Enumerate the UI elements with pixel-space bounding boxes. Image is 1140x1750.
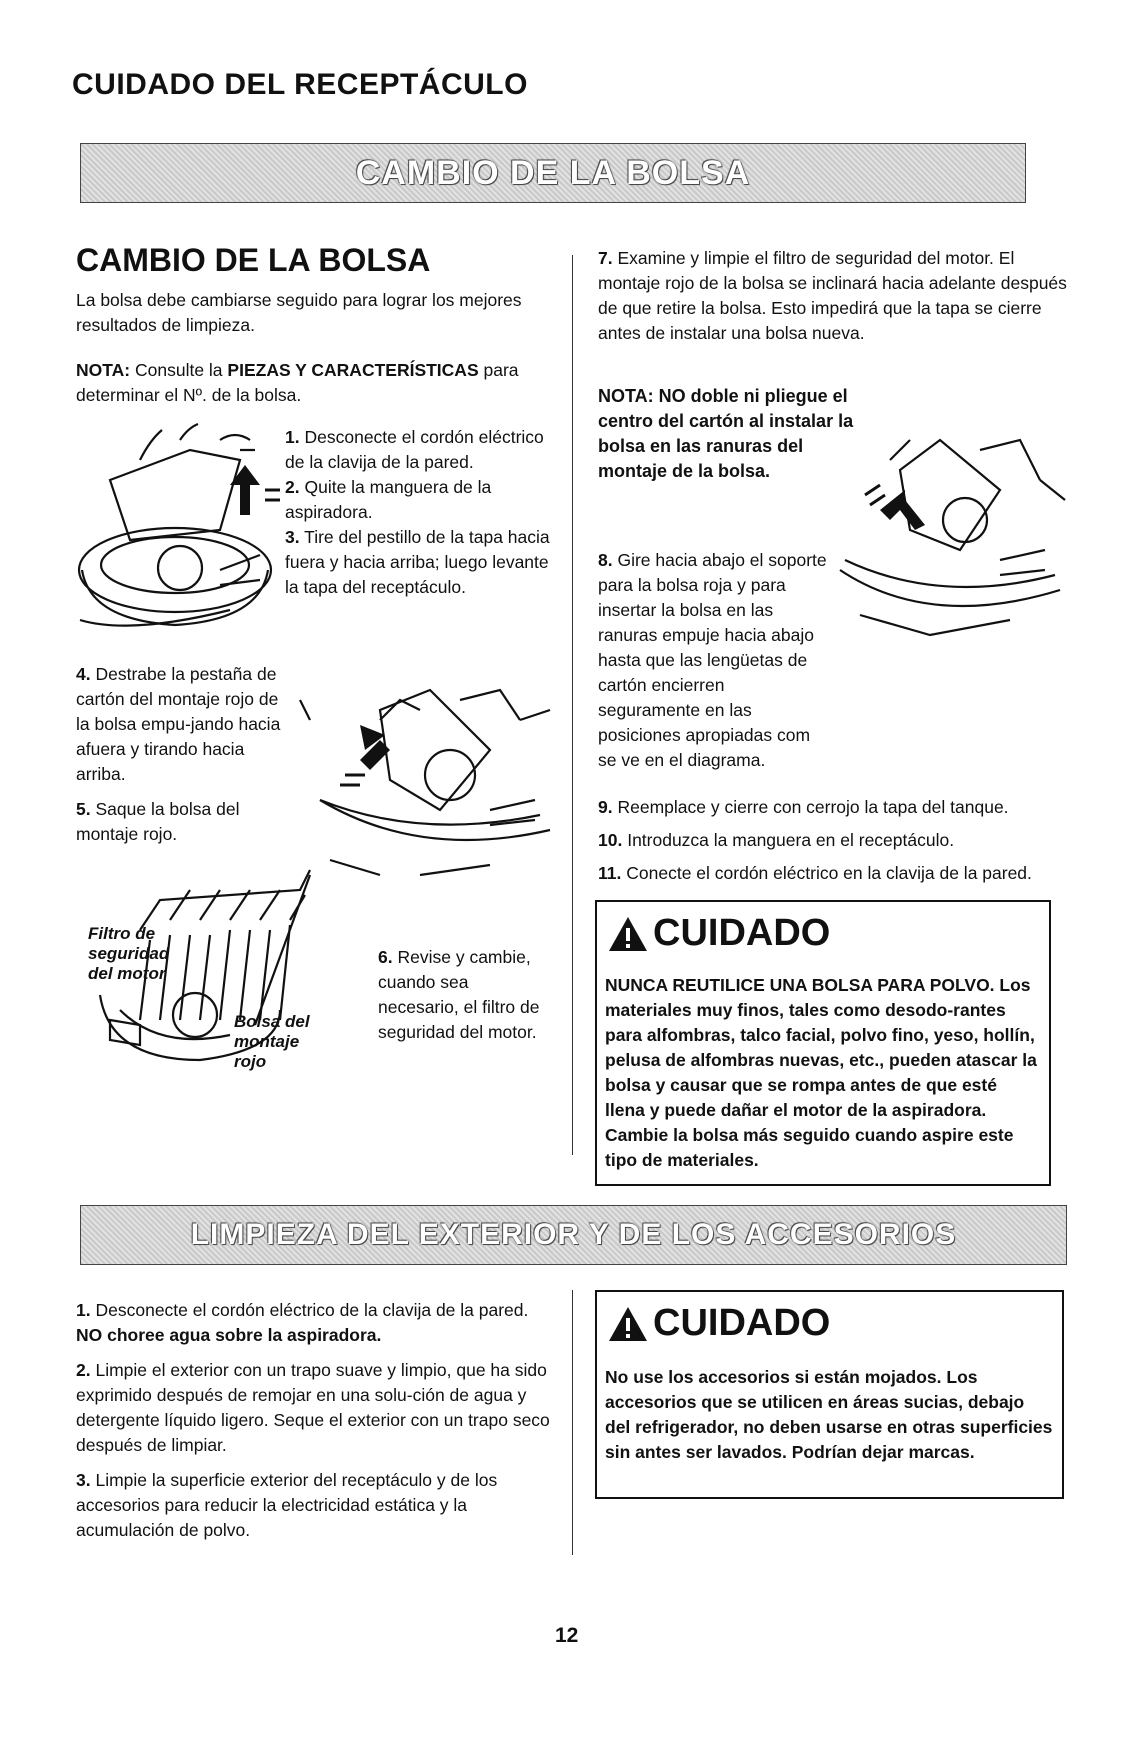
step-11: 11. Conecte el cordón eléctrico en la clavija de la pared. xyxy=(598,863,1032,883)
band-title: CAMBIO DE LA BOLSA xyxy=(355,153,751,192)
caution-box-2 xyxy=(595,1290,1064,1499)
caution-title: CUIDADO xyxy=(607,912,1049,955)
clean-step-3: 3. Limpie la superficie exterior del receptáculo y de los accesorios para reducir la electricidad estática y la acumulación de polvo. xyxy=(76,1470,498,1540)
step-6: 6. Revise y cambie, cuando sea necesario, el filtro de seguridad del motor. xyxy=(378,947,540,1042)
section-band-bag xyxy=(80,143,1026,203)
bag-label: Bolsa del montaje rojo xyxy=(234,1012,310,1071)
band-title: LIMPIEZA DEL EXTERIOR Y DE LOS ACCESORIOS xyxy=(190,1218,957,1251)
clean-step-1: 1. Desconecte el cordón eléctrico de la clavija de la pared. NO choree agua sobre la aspiradora. xyxy=(76,1300,529,1345)
steps-9-11 xyxy=(598,795,1073,886)
clean-step-2: 2. Limpie el exterior con un trapo suave y limpio, que ha sido exprimido después de remojar en una solu-ción de agua y detergente líquido ligero. Seque el exterior con un trapo seco después de limpiar. xyxy=(76,1360,550,1455)
nota1-post: para determinar el Nº. de la bolsa. xyxy=(76,360,519,405)
step-8: 8. Gire hacia abajo el soporte para la bolsa roja y para insertar la bolsa en las ranuras empuje hacia abajo hasta que las lengüetas de cartón encierren seguramente en las posiciones apropiadas com se ve en el diagrama. xyxy=(598,550,827,770)
step-2: 2. Quite la manguera de la aspiradora. xyxy=(285,477,492,522)
nota1-pre: Consulte la xyxy=(134,360,223,380)
page-title: CUIDADO DEL RECEPTÁCULO xyxy=(72,68,528,101)
caution-title: CUIDADO xyxy=(607,1302,1062,1345)
bag-remove-diagram xyxy=(290,680,560,880)
step-1: 1. Desconecte el cordón eléctrico de la clavija de la pared. xyxy=(285,427,544,472)
step-5: 5. Saque la bolsa del montaje rojo. xyxy=(76,799,240,844)
step-7: 7. Examine y limpie el filtro de seguridad del motor. El montaje rojo de la bolsa se inclinará hacia adelante después de que retire la bolsa. Esto impedirá que la tapa se cierre antes de instalar una bolsa nueva. xyxy=(598,248,1067,343)
step-10: 10. Introduzca la manguera en el receptáculo. xyxy=(598,830,955,850)
step-9: 9. Reemplace y cierre con cerrojo la tapa del tanque. xyxy=(598,797,1009,817)
warning-icon xyxy=(607,1305,649,1343)
intro-text: La bolsa debe cambiarse seguido para lograr los mejores resultados de limpieza. xyxy=(76,290,522,335)
warning-icon xyxy=(607,915,649,953)
caution-text: No use los accesorios si están mojados. Los accesorios que se utilicen en áreas sucias, debajo del refrigerador, no deben usarse en otras superficies sin antes ser lavados. Podrían dejar marcas. xyxy=(605,1367,1053,1462)
nota1 xyxy=(76,358,556,408)
page-number: 12 xyxy=(555,1624,579,1647)
steps-4-5 xyxy=(76,662,281,847)
nota1-label: NOTA: xyxy=(76,360,131,380)
cleaning-steps xyxy=(76,1298,556,1543)
steps-1-3 xyxy=(285,425,550,600)
caution-text: NUNCA REUTILICE UNA BOLSA PARA POLVO. Los materiales muy finos, tales como desodo-rantes para alfombras, talco facial, polvo fino, yeso, hollín, pelusa de alfombras nuevas, etc., pueden atascar la bolsa y causar que se rompa antes de que esté llena y puede dañar el motor de la aspiradora. Cambie la bolsa más seguido cuando aspire este tipo de materiales. xyxy=(605,975,1037,1170)
nota2: NOTA: NO doble ni pliegue el centro del cartón al instalar la bolsa en las ranuras del montaje de la bolsa. xyxy=(598,386,854,481)
step-3: 3. Tire del pestillo de la tapa hacia fuera y hacia arriba; luego levante la tapa del receptáculo. xyxy=(285,527,550,597)
section-heading: CAMBIO DE LA BOLSA xyxy=(76,242,431,278)
caution-box-1 xyxy=(595,900,1051,1186)
nota1-bold: PIEZAS Y CARACTERÍSTICAS xyxy=(227,360,479,380)
canister-diagram xyxy=(70,420,280,635)
column-divider xyxy=(572,255,573,1155)
column-divider-2 xyxy=(572,1290,573,1555)
step-4: 4. Destrabe la pestaña de cartón del montaje rojo de la bolsa empu-jando hacia afuera y tirando hacia arriba. xyxy=(76,664,281,784)
filter-label: Filtro de seguridad del motor xyxy=(88,924,170,983)
section-band-cleaning xyxy=(80,1205,1067,1265)
